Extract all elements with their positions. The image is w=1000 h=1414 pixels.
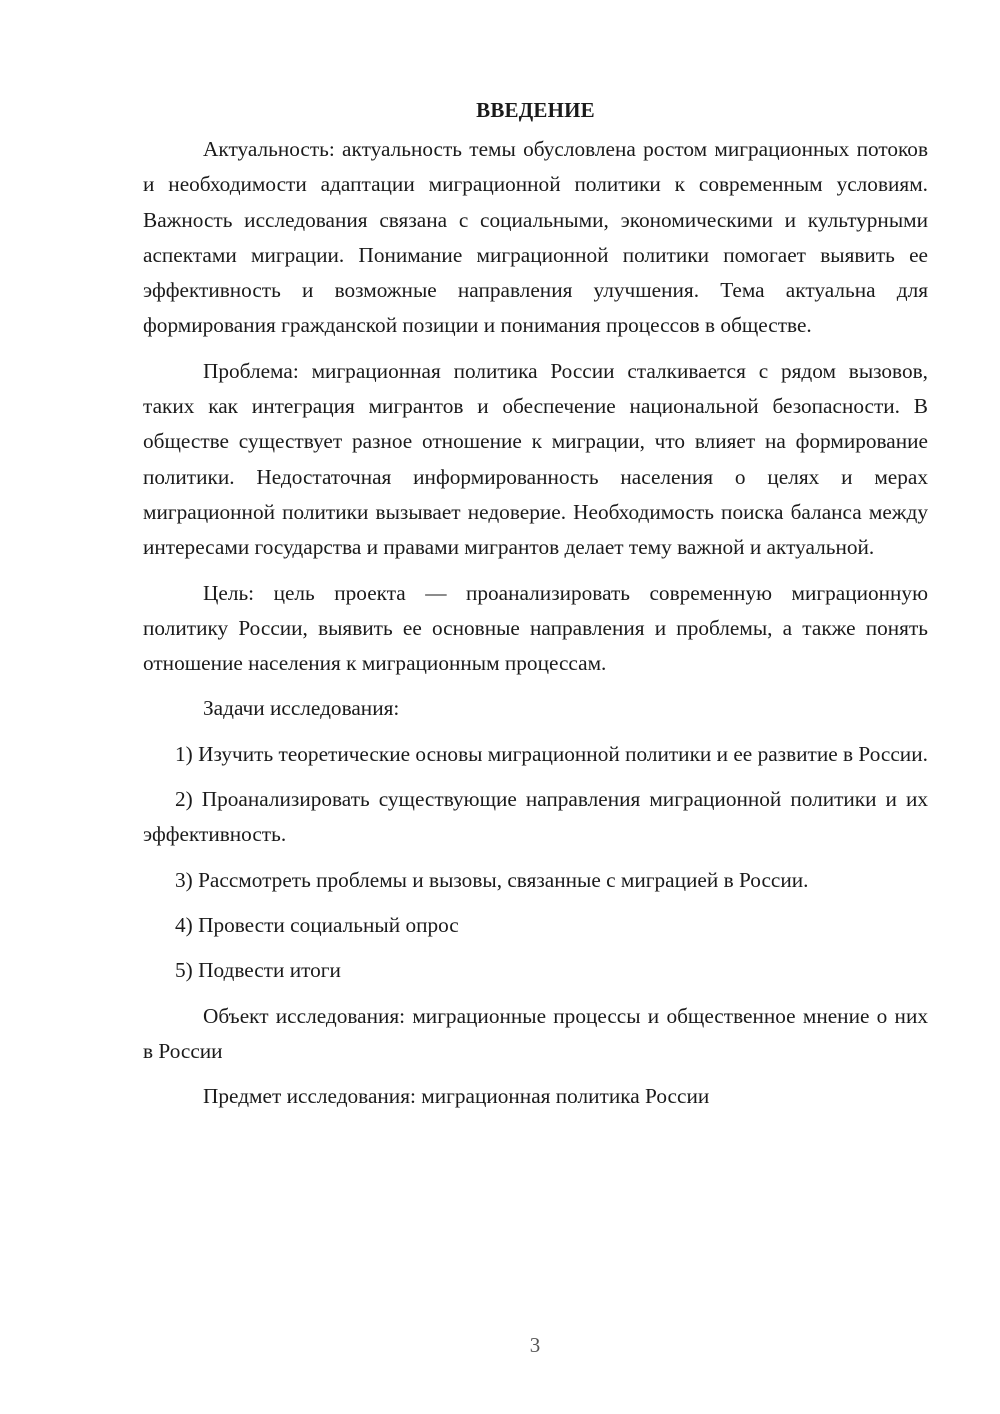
list-item: 3) Рассмотреть проблемы и вызовы, связанные с миграцией в России. (175, 867, 809, 892)
document-page (143, 92, 928, 1114)
list-item: 4) Провести социальный опрос (175, 912, 459, 937)
problem-paragraph: Проблема: миграционная политика России сталкивается с рядом вызовов, таких как интеграция мигрантов и обеспечение национальной безопасности. В обществе существует разное отношение к миграции, что влияет на формирование политики. Недостаточная информированность населения о целях и мерах миграционной политики вызывает недоверие. Необходимость поиска баланса между интересами государства и правами мигрантов делает тему важной и актуальной. (143, 358, 928, 560)
tasks-heading: Задачи исследования: (203, 696, 400, 721)
list-item: 2) Проанализировать существующие направления миграционной политики и их эффективность. (143, 787, 928, 847)
goal-paragraph: Цель: цель проекта — проанализировать современную миграционную политику России, выявить ее основные направления и проблемы, а также понять отношение населения к миграционным процессам. (143, 580, 928, 676)
subject-paragraph: Предмет исследования: миграционная политика России (203, 1084, 710, 1109)
relevance-paragraph: Актуальность: актуальность темы обусловлена ростом миграционных потоков и необходимости адаптации миграционной политики к современным условиям. Важность исследования связана с социальными, экономическими и культурными аспектами миграции. Понимание миграционной политики помогает выявить ее эффективность и возможные направления улучшения. Тема актуальна для формирования гражданской позиции и понимания процессов в обществе. (143, 137, 928, 338)
page-title: ВВЕДЕНИЕ (476, 98, 595, 122)
list-item: 5) Подвести итоги (175, 958, 341, 983)
list-item: 1) Изучить теоретические основы миграционной политики и ее развитие в России. (175, 741, 928, 766)
page-number: 3 (529, 1333, 541, 1357)
tasks-list (143, 737, 928, 989)
object-paragraph: Объект исследования: миграционные процессы и общественное мнение о них в России (143, 1003, 928, 1063)
